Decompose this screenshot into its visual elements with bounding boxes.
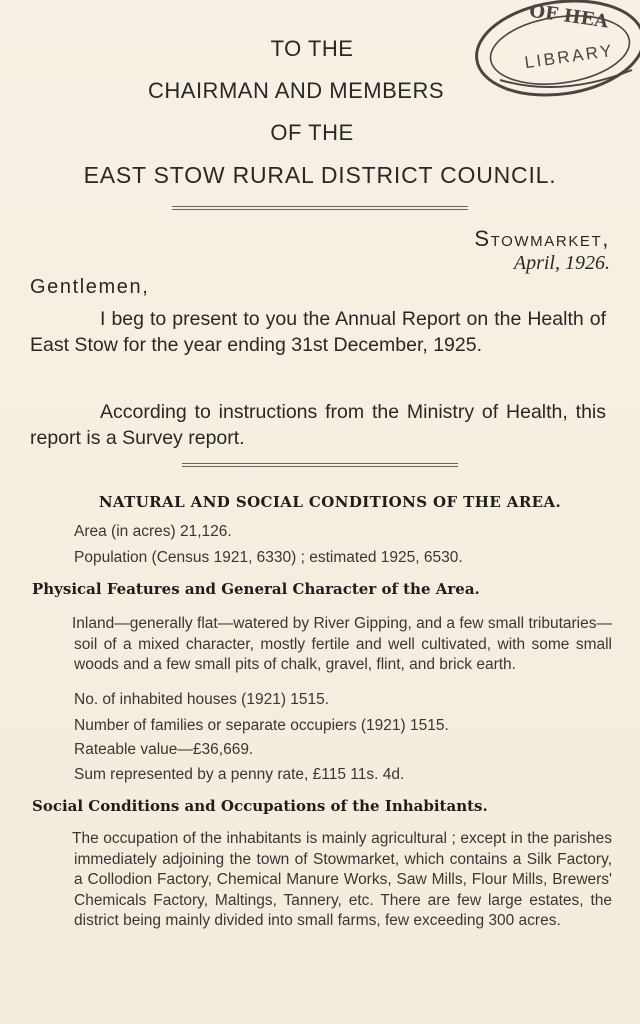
penny-rate-line: Sum represented by a penny rate, £115 11s. 4d. [74,766,405,783]
letter-greeting: Gentlemen, [30,276,150,298]
section-heading-social: Social Conditions and Occupations of the Inhabitants. [32,797,488,815]
section-heading-natural-social: NATURAL AND SOCIAL CONDITIONS OF THE AREA. [98,493,562,511]
header-line-council: EAST STOW RURAL DISTRICT COUNCIL. [83,162,557,188]
divider-rule [182,463,458,467]
header-line-chairman: CHAIRMAN AND MEMBERS [148,78,445,103]
stamp-text-center: LIBRARY [523,40,616,73]
divider-rule [172,206,468,210]
letter-paragraph: I beg to present to you the Annual Report on the Health of East Stow for the year ending 31st December, 1925. [30,308,606,356]
rateable-value-line: Rateable value—£36,669. [74,741,254,758]
population-line: Population (Census 1921, 6330) ; estimated 1925, 6530. [74,549,463,566]
section-heading-physical: Physical Features and General Character of the Area. [32,580,480,598]
header-line-to-the: TO THE [270,36,354,61]
houses-line: No. of inhabited houses (1921) 1515. [74,691,330,708]
letter-paragraph: According to instructions from the Ministry of Health, this report is a Survey report. [30,401,606,449]
area-line: Area (in acres) 21,126. [74,523,232,540]
families-line: Number of families or separate occupiers (1921) 1515. [74,717,449,734]
header-line-of-the: OF THE [270,120,354,145]
letter-date: April, 1926. [513,252,610,274]
physical-description: Inland—generally flat—watered by River Gipping, and a few small tributaries—soil of a mixed character, mostly fertile and well cultivated, with some small woods and a few small pits of chalk, gravel, flint, and brick earth. [72,615,612,673]
letter-place: Stowmarket, [474,226,610,251]
stamp-text-top: OF HEA [527,0,610,33]
social-description: The occupation of the inhabitants is mainly agricultural ; except in the parishes immediately adjoining the town of Stowmarket, which contains a Silk Factory, a Collodion Factory, Chemical Manure Works, Saw Mills, Flour Mills, Brewers' Chemicals Factory, Maltings, Tannery, etc. There are few large estates, the district being mainly divided into small farms, few exceeding 300 acres. [72,830,612,929]
